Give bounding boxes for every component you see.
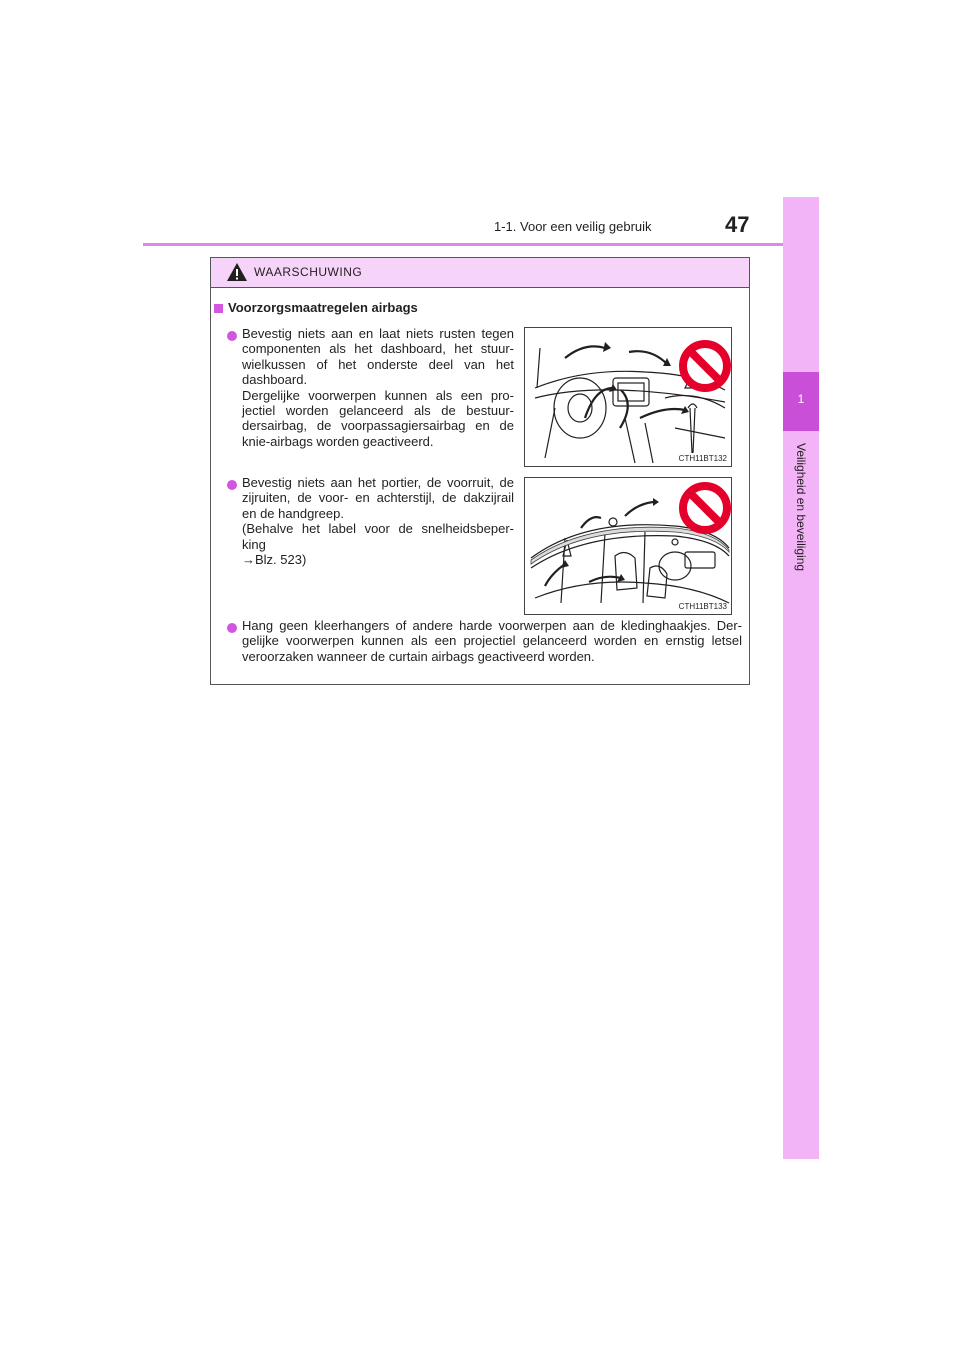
- section-square-bullet: [214, 304, 223, 313]
- header-divider: [143, 243, 783, 246]
- dashboard-drawing: [525, 328, 731, 466]
- cabin-illustration: [524, 477, 732, 615]
- bullet-text-2: Bevestig niets aan het portier, de voorruit, de zijruiten, de voor- en achterstijl, de dakzijrail en de handgreep. (Behalve het label voor de snelheidsbeper- king →Blz. 523): [242, 475, 514, 568]
- bullet-dot: [227, 480, 237, 490]
- bullet-text-1: Bevestig niets aan en laat niets rusten tegen componenten als het dashboard, het stuur- wielkussen of het onderste deel van het dashboard. Dergelijke voorwerpen kunnen als een pro- jectiel worden gelanceerd als de bestuur- dersairbag, de voorpassagiersairbag en de knie-airbags worden geactiveerd.: [242, 326, 514, 449]
- page-number: 47: [725, 212, 750, 237]
- section-title: Voorzorgsmaatregelen airbags: [228, 300, 418, 315]
- running-header-section: 1-1. Voor een veilig gebruik: [494, 219, 652, 234]
- prohibition-sign-icon: [683, 344, 727, 388]
- bullet-dot: [227, 623, 237, 633]
- warning-triangle-icon: [226, 262, 248, 282]
- cabin-drawing: [525, 478, 731, 614]
- chapter-number: 1: [797, 392, 805, 406]
- image-code-1: CTH11BT132: [678, 454, 727, 463]
- image-code-2: CTH11BT133: [678, 602, 727, 611]
- bullet-dot: [227, 331, 237, 341]
- dashboard-illustration: [524, 327, 732, 467]
- prohibition-sign-icon: [683, 486, 727, 530]
- chapter-title: Veiligheid en beveiliging: [794, 443, 808, 572]
- warning-title: WAARSCHUWING: [254, 265, 363, 279]
- chapter-title-vertical: [783, 431, 819, 1159]
- bullet-text-3: Hang geen kleerhangers of andere harde voorwerpen aan de kledinghaakjes. Der- gelijke voorwerpen kunnen als een projectiel gelanceerd worden en ernstig letsel veroorzaken wanneer de curtain airbags geactiveerd worden.: [242, 618, 742, 664]
